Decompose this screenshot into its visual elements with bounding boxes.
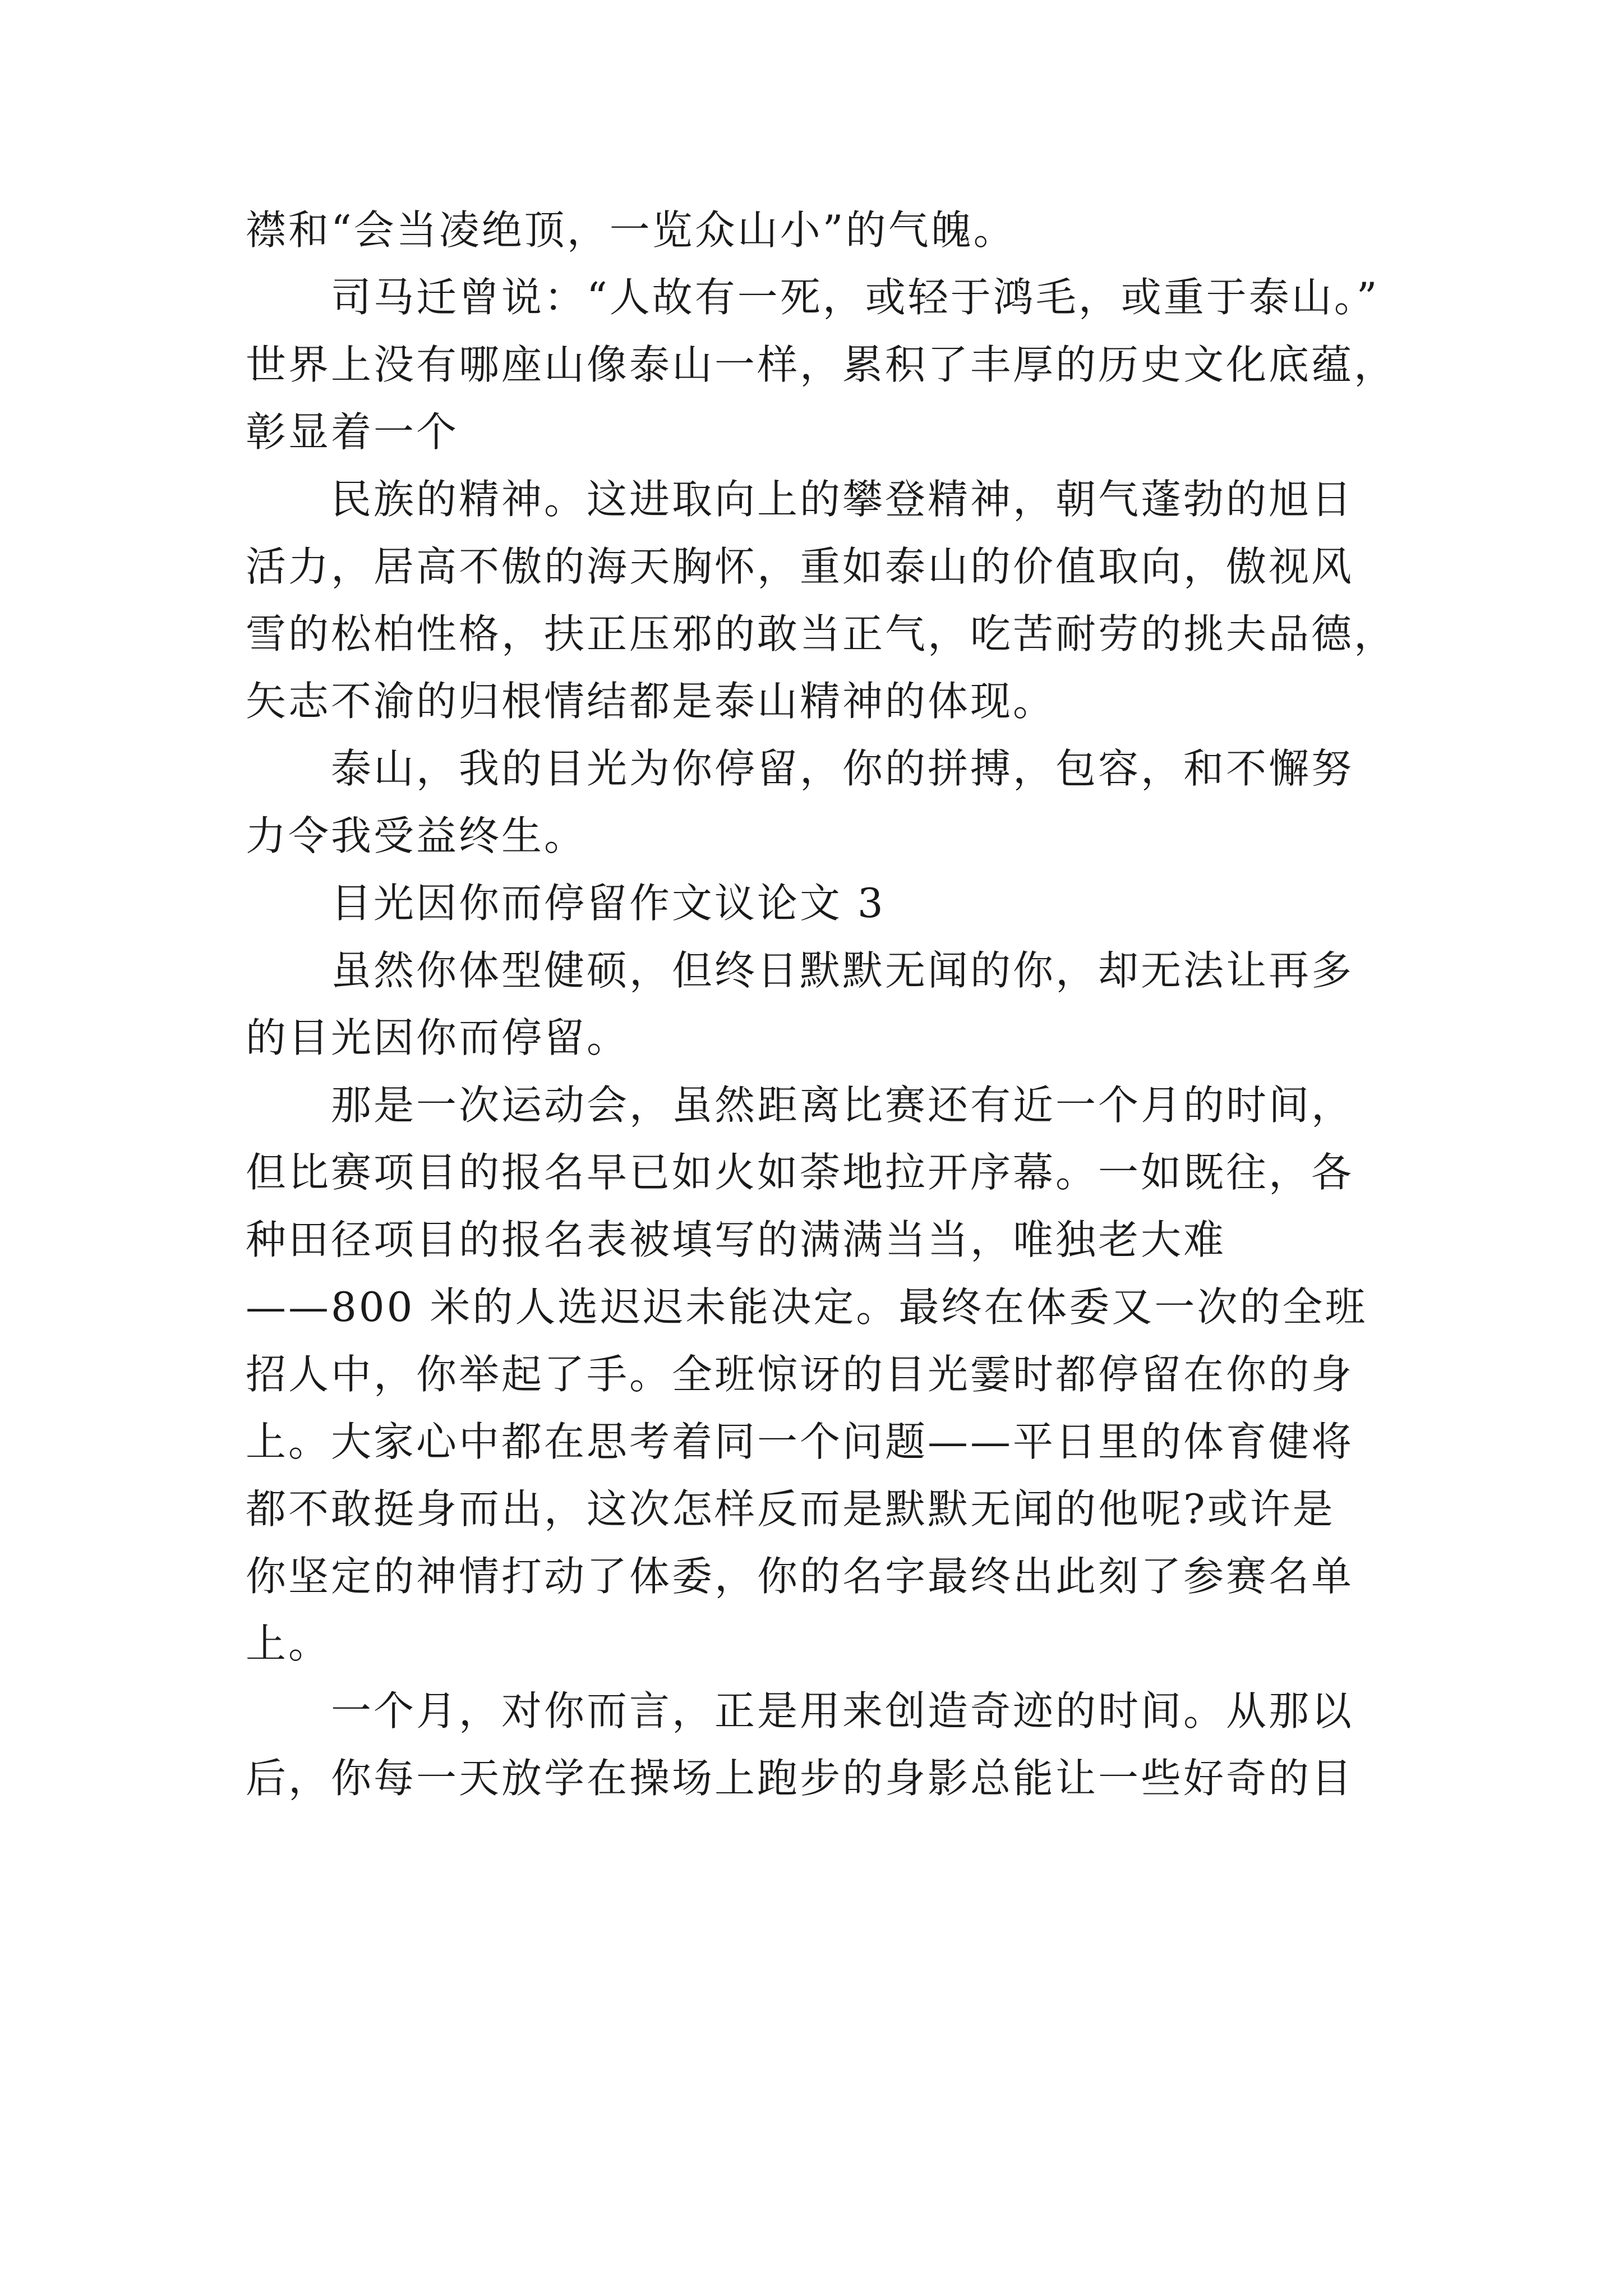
text-line: 司马迁曾说：“人故有一死，或轻于鸿毛，或重于泰山。”: [331, 274, 1380, 321]
text-line: 的目光因你而停留。: [246, 1014, 630, 1061]
text-line: 活力，居高不傲的海天胸怀，重如泰山的价值取向，傲视风: [246, 543, 1354, 590]
text-line: 上。: [246, 1620, 331, 1667]
text-line: 虽然你体型健硕，但终日默默无闻的你，却无法让再多: [331, 947, 1354, 994]
text-line: 雪的松柏性格，扶正压邪的敢当正气，吃苦耐劳的挑夫品德，: [246, 610, 1397, 657]
body-text: [246, 202, 1397, 1818]
text-line: 种田径项目的报名表被填写的满满当当，唯独老大难: [246, 1216, 1227, 1263]
text-line: 民族的精神。这进取向上的攀登精神，朝气蓬勃的旭日: [331, 476, 1354, 523]
text-line: 一个月，对你而言，正是用来创造奇迹的时间。从那以: [331, 1687, 1354, 1734]
text-line: 上。大家心中都在思考着同一个问题——平日里的体育健将: [246, 1418, 1354, 1465]
text-line: 矢志不渝的归根情结都是泰山精神的体现。: [246, 678, 1056, 725]
text-line: 但比赛项目的报名早已如火如荼地拉开序幕。一如既往，各: [246, 1149, 1354, 1196]
text-line: ——800 米的人选迟迟未能决定。最终在体委又一次的全班: [246, 1283, 1368, 1331]
text-line: 那是一次运动会，虽然距离比赛还有近一个月的时间，: [331, 1082, 1354, 1129]
text-line: 后，你每一天放学在操场上跑步的身影总能让一些好奇的目: [246, 1755, 1354, 1802]
text-line: 你坚定的神情打动了体委，你的名字最终出此刻了参赛名单: [246, 1553, 1354, 1600]
text-line: 彰显着一个: [246, 408, 459, 455]
text-line: 招人中，你举起了手。全班惊讶的目光霎时都停留在你的身: [246, 1351, 1354, 1398]
text-line: 力令我受益终生。: [246, 812, 587, 859]
section-heading: 目光因你而停留作文议论文 3: [331, 880, 886, 927]
text-line: 襟和“会当凌绝顶，一览众山小”的气魄。: [246, 206, 1016, 254]
text-line: 泰山，我的目光为你停留，你的拼搏，包容，和不懈努: [331, 745, 1354, 792]
text-line: 世界上没有哪座山像泰山一样，累积了丰厚的历史文化底蕴，: [246, 341, 1397, 388]
text-line: 都不敢挺身而出，这次怎样反而是默默无闻的他呢?或许是: [246, 1485, 1335, 1533]
